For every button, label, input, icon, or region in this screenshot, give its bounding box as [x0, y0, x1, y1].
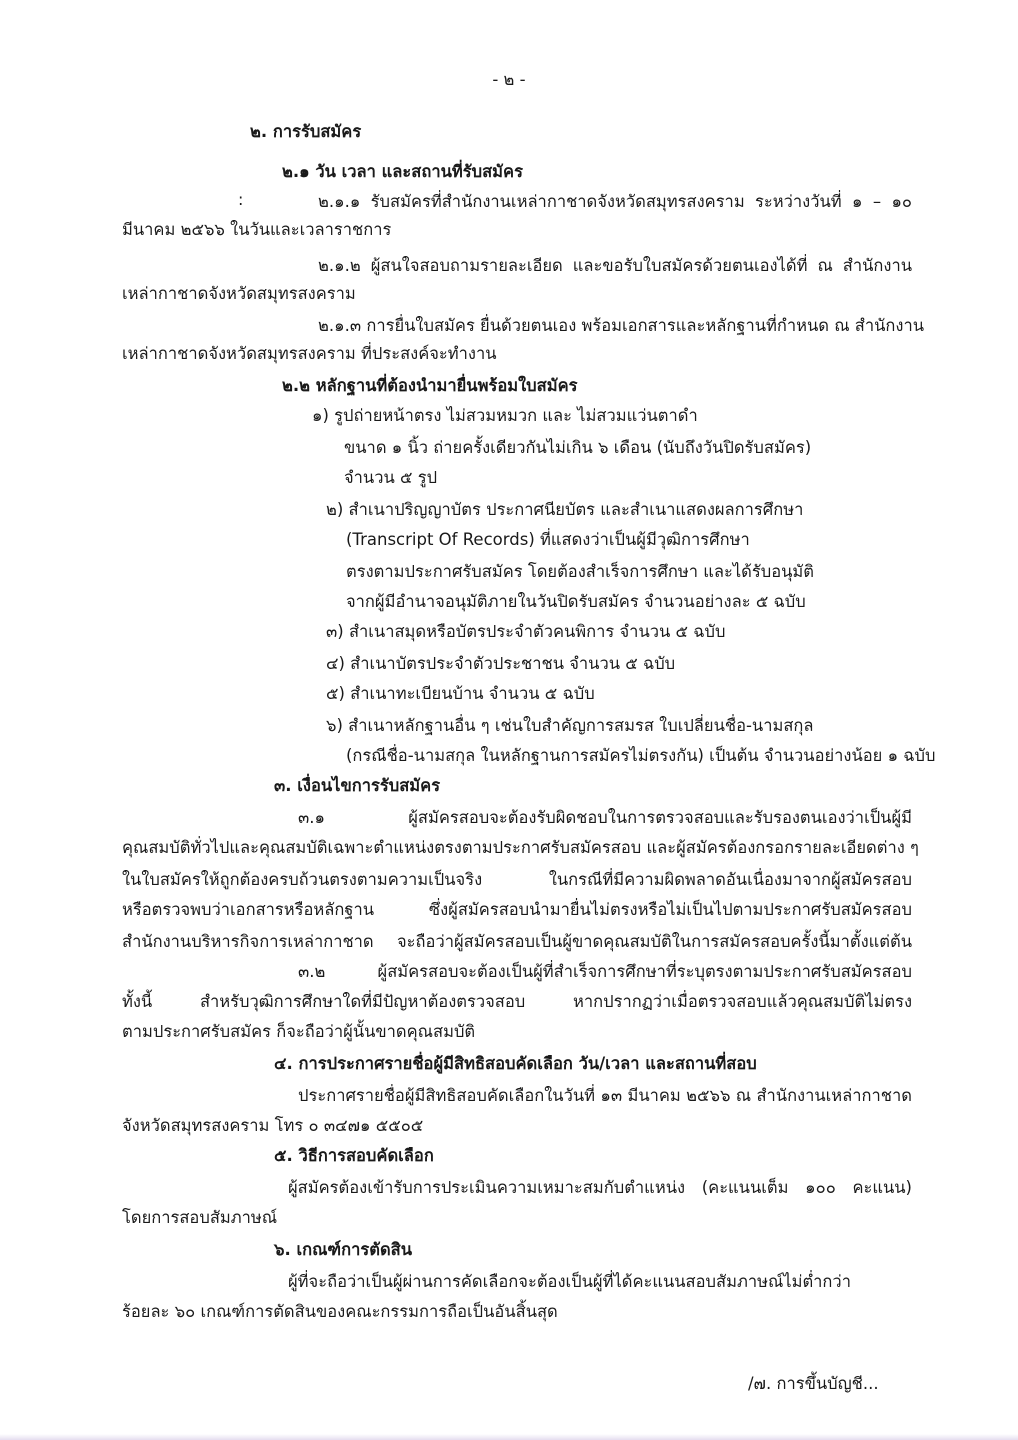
section-3-2-line2: ทั้งนี้ สำหรับวุฒิการศึกษาใดที่มีปัญหาต้องตรวจสอบ หากปรากฏว่าเมื่อตรวจสอบแล้วคุณสมบัติไม่ตรง [122, 992, 912, 1011]
section-3-1-line1: ๓.๑ ผู้สมัครสอบจะต้องรับผิดชอบในการตรวจสอบและรับรองตนเองว่าเป็นผู้มี [298, 808, 912, 827]
scan-mark: : [238, 190, 244, 209]
doc-1-line3: จำนวน ๕ รูป [344, 468, 438, 487]
section-6-line2: ร้อยละ ๖๐ เกณฑ์การตัดสินของคณะกรรมการถือเป็นอันสิ้นสุด [122, 1302, 558, 1321]
doc-5: ๕) สำเนาทะเบียนบ้าน จำนวน ๕ ฉบับ [326, 684, 595, 703]
doc-2-line1: ๒) สำเนาปริญญาบัตร ประกาศนียบัตร และสำเนาแสดงผลการศึกษา [326, 500, 804, 519]
section-5-line2: โดยการสอบสัมภาษณ์ [122, 1208, 278, 1227]
section-3-heading: ๓. เงื่อนไขการรับสมัคร [274, 776, 441, 795]
item-2-1-2-line2: เหล่ากาชาดจังหวัดสมุทรสงคราม [122, 284, 356, 303]
scan-edge-artifact [0, 1434, 1018, 1440]
section-4-heading: ๔. การประกาศรายชื่อผู้มีสิทธิสอบคัดเลือก วัน/เวลา และสถานที่สอบ [274, 1054, 757, 1073]
doc-2-line3: ตรงตามประกาศรับสมัคร โดยต้องสำเร็จการศึกษา และได้รับอนุมัติ [346, 562, 814, 581]
section-3-1-line2: คุณสมบัติทั่วไปและคุณสมบัติเฉพาะตำแหน่งตรงตามประกาศรับสมัครสอบ และผู้สมัครต้องกรอกรายละเอียดต่าง ๆ [122, 838, 919, 857]
section-3-2-line1: ๓.๒ ผู้สมัครสอบจะต้องเป็นผู้ที่สำเร็จการศึกษาที่ระบุตรงตามประกาศรับสมัครสอบ [298, 962, 912, 981]
item-2-1-3-line2: เหล่ากาชาดจังหวัดสมุทรสงคราม ที่ประสงค์จะทำงาน [122, 344, 497, 363]
doc-3: ๓) สำเนาสมุดหรือบัตรประจำตัวคนพิการ จำนวน ๕ ฉบับ [326, 622, 726, 641]
doc-6-line1: ๖) สำเนาหลักฐานอื่น ๆ เช่นใบสำคัญการสมรส ใบเปลี่ยนชื่อ-นามสกุล [326, 716, 814, 735]
section-3-1-line3: ในใบสมัครให้ถูกต้องครบถ้วนตรงตามความเป็นจริง ในกรณีที่มีความผิดพลาดอันเนื่องมาจากผู้สมัครสอบ [122, 870, 912, 889]
section-4-line2: จังหวัดสมุทรสงคราม โทร ๐ ๓๔๗๑ ๕๕๐๕ [122, 1116, 424, 1135]
section-2-1-heading: ๒.๑ วัน เวลา และสถานที่รับสมัคร [282, 162, 523, 181]
doc-1-line1: ๑) รูปถ่ายหน้าตรง ไม่สวมหมวก และ ไม่สวมแว่นตาดำ [312, 406, 698, 425]
section-5-heading: ๕. วิธีการสอบคัดเลือก [274, 1146, 434, 1165]
section-3-1-line4: หรือตรวจพบว่าเอกสารหรือหลักฐาน ซึ่งผู้สมัครสอบนำมายื่นไม่ตรงหรือไม่เป็นไปตามประกาศรับสมัครสอบ [122, 900, 912, 919]
item-2-1-2-line1: ๒.๑.๒ ผู้สนใจสอบถามรายละเอียด และขอรับใบสมัครด้วยตนเองได้ที่ ณ สำนักงาน [318, 256, 912, 275]
section-3-1-line5: สำนักงานบริหารกิจการเหล่ากาชาด จะถือว่าผู้สมัครสอบเป็นผู้ขาดคุณสมบัติในการสมัครสอบครั้งนี้มาตั้งแต่ต้น [122, 932, 912, 951]
section-3-2-line3: ตามประกาศรับสมัคร ก็จะถือว่าผู้นั้นขาดคุณสมบัติ [122, 1022, 476, 1041]
doc-1-line2: ขนาด ๑ นิ้ว ถ่ายครั้งเดียวกันไม่เกิน ๖ เดือน (นับถึงวันปิดรับสมัคร) [344, 438, 812, 457]
doc-4: ๔) สำเนาบัตรประจำตัวประชาชน จำนวน ๕ ฉบับ [326, 654, 676, 673]
page-number: - ๒ - [492, 70, 526, 89]
continuation-note: /๗. การขึ้นบัญชี... [748, 1374, 879, 1393]
section-6-line1: ผู้ที่จะถือว่าเป็นผู้ผ่านการคัดเลือกจะต้องเป็นผู้ที่ได้คะแนนสอบสัมภาษณ์ไม่ต่ำกว่า [288, 1272, 851, 1291]
doc-2-line4: จากผู้มีอำนาจอนุมัติภายในวันปิดรับสมัคร จำนวนอย่างละ ๕ ฉบับ [346, 592, 806, 611]
doc-6-line2: (กรณีชื่อ-นามสกุล ในหลักฐานการสมัครไม่ตรงกัน) เป็นต้น จำนวนอย่างน้อย ๑ ฉบับ [346, 746, 936, 765]
section-6-heading: ๖. เกณฑ์การตัดสิน [274, 1240, 413, 1259]
item-2-1-1-line2: มีนาคม ๒๕๖๖ ในวันและเวลาราชการ [122, 220, 392, 239]
doc-2-line2: (Transcript Of Records) ที่แสดงว่าเป็นผู้มีวุฒิการศึกษา [346, 530, 750, 549]
section-2-2-heading: ๒.๒ หลักฐานที่ต้องนำมายื่นพร้อมใบสมัคร [282, 376, 578, 395]
item-2-1-3-line1: ๒.๑.๓ การยื่นใบสมัคร ยื่นด้วยตนเอง พร้อมเอกสารและหลักฐานที่กำหนด ณ สำนักงาน [318, 316, 924, 335]
section-2-heading: ๒. การรับสมัคร [250, 122, 362, 141]
section-5-line1: ผู้สมัครต้องเข้ารับการประเมินความเหมาะสมกับตำแหน่ง (คะแนนเต็ม ๑๐๐ คะแนน) [288, 1178, 912, 1197]
item-2-1-1-line1: ๒.๑.๑ รับสมัครที่สำนักงานเหล่ากาชาดจังหวัดสมุทรสงคราม ระหว่างวันที่ ๑ – ๑๐ [318, 192, 912, 211]
section-4-line1: ประกาศรายชื่อผู้มีสิทธิสอบคัดเลือกในวันที่ ๑๓ มีนาคม ๒๕๖๖ ณ สำนักงานเหล่ากาชาด [298, 1086, 912, 1105]
